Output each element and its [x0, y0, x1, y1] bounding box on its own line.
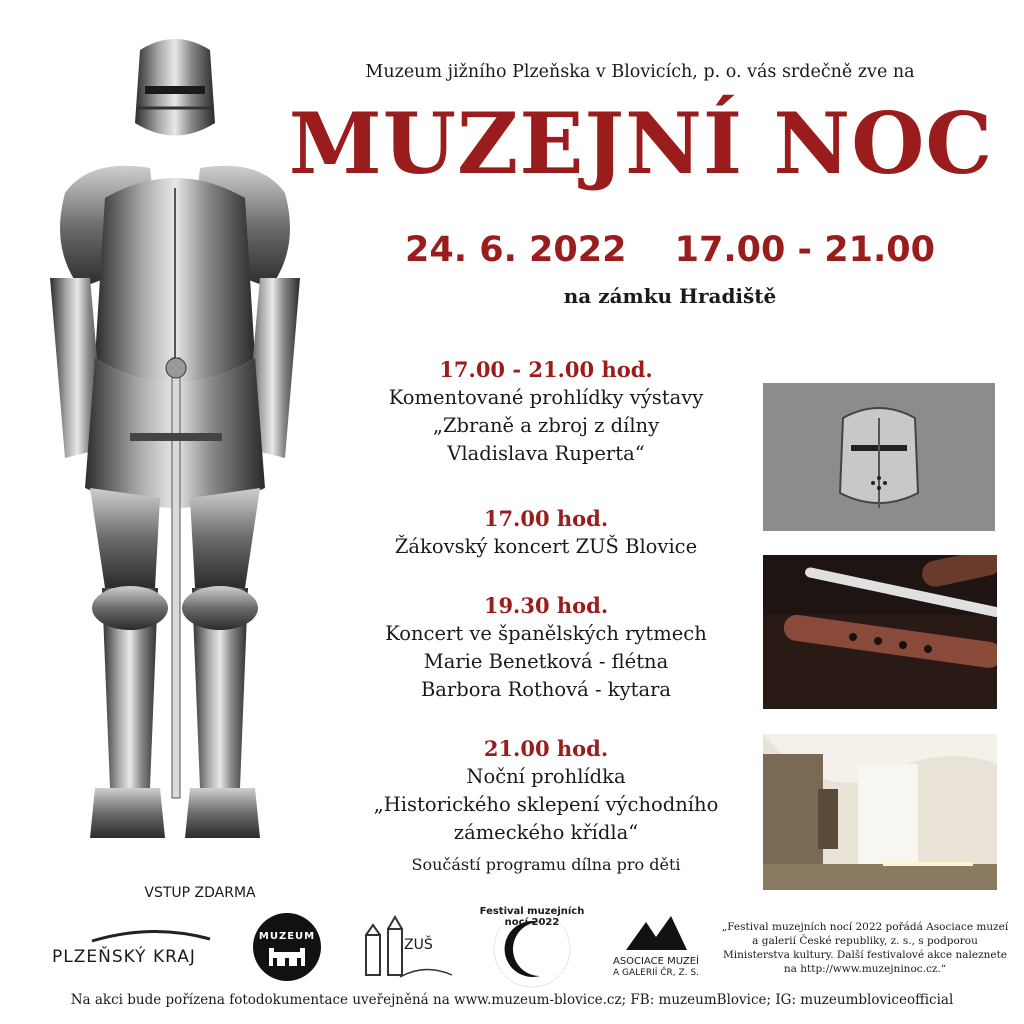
admission-label: VSTUP ZDARMA [144, 885, 256, 901]
page-title: MUZEJNÍ NOC [288, 94, 994, 193]
plzensky-kraj-swoosh-icon [52, 925, 212, 945]
program-item [326, 505, 766, 561]
program-line: Komentované prohlídky výstavy [388, 386, 704, 409]
amg-logo-label-2: A GALERIÍ ČR, Z. S. [613, 968, 699, 978]
amg-logo [606, 912, 706, 984]
intro-text: Muzeum jižního Plzeňska v Blovicích, p. o. vás srdečně zve na [365, 62, 915, 82]
program-line: Barbora Rothová - kytara [420, 678, 672, 701]
program-line: „Historického sklepení východního [373, 793, 719, 816]
program-item [326, 356, 766, 468]
festival-logo-label: Festival muzejních nocí 2022 [479, 906, 585, 928]
program-line: Koncert ve španělských rytmech [385, 622, 707, 645]
program-item [326, 735, 766, 877]
cellar-photo [763, 734, 997, 890]
event-datetime [330, 230, 1010, 270]
program-time: 19.30 hod. [483, 593, 609, 618]
festival-logo [479, 906, 585, 990]
castle-icon [267, 946, 307, 966]
program-item [326, 592, 766, 704]
muzeum-logo-label: MUZEUM [258, 931, 316, 942]
zus-logo [360, 905, 455, 985]
plzensky-kraj-logo [52, 925, 212, 975]
footer-text: Na akci bude pořízena fotodokumentace uveřejněná na www.muzeum-blovice.cz; FB: muzeumBlovice; IG: muzeumbloviceofficial [70, 992, 954, 1008]
program-line: zámeckého křídla“ [453, 821, 639, 844]
event-date: 24. 6. 2022 [405, 230, 627, 270]
program-note: Součástí programu dílna pro děti [411, 855, 681, 874]
amg-logo-label-1: ASOCIACE MUZEÍ [612, 956, 700, 967]
helmet-photo [763, 383, 995, 531]
event-time: 17.00 - 21.00 [674, 230, 935, 270]
program-time: 17.00 hod. [483, 506, 609, 531]
program-line: Vladislava Ruperta“ [447, 442, 645, 465]
muzeum-logo [253, 913, 321, 981]
plzensky-kraj-label: PLZEŇSKÝ KRAJ [52, 947, 196, 967]
event-venue: na zámku Hradiště [563, 284, 777, 308]
festival-note: „Festival muzejních nocí 2022 pořádá Asociace muzeí a galerií České republiky, z. s., s podporou Ministerstva kultury. Další festivalové akce naleznete na http://www.muzejninoc.cz.“ [721, 921, 1009, 975]
program-line: Žákovský koncert ZUŠ Blovice [394, 535, 698, 558]
program-line: Marie Benetková - flétna [423, 650, 669, 673]
flute-photo [763, 555, 997, 709]
program-line: Noční prohlídka [466, 765, 626, 788]
zus-logo-label: ZUŠ [404, 937, 433, 953]
program-time: 17.00 - 21.00 hod. [439, 357, 653, 382]
program-time: 21.00 hod. [483, 736, 609, 761]
program-line: „Zbraně a zbroj z dílny [432, 414, 660, 437]
amg-mountains-icon [621, 912, 691, 952]
